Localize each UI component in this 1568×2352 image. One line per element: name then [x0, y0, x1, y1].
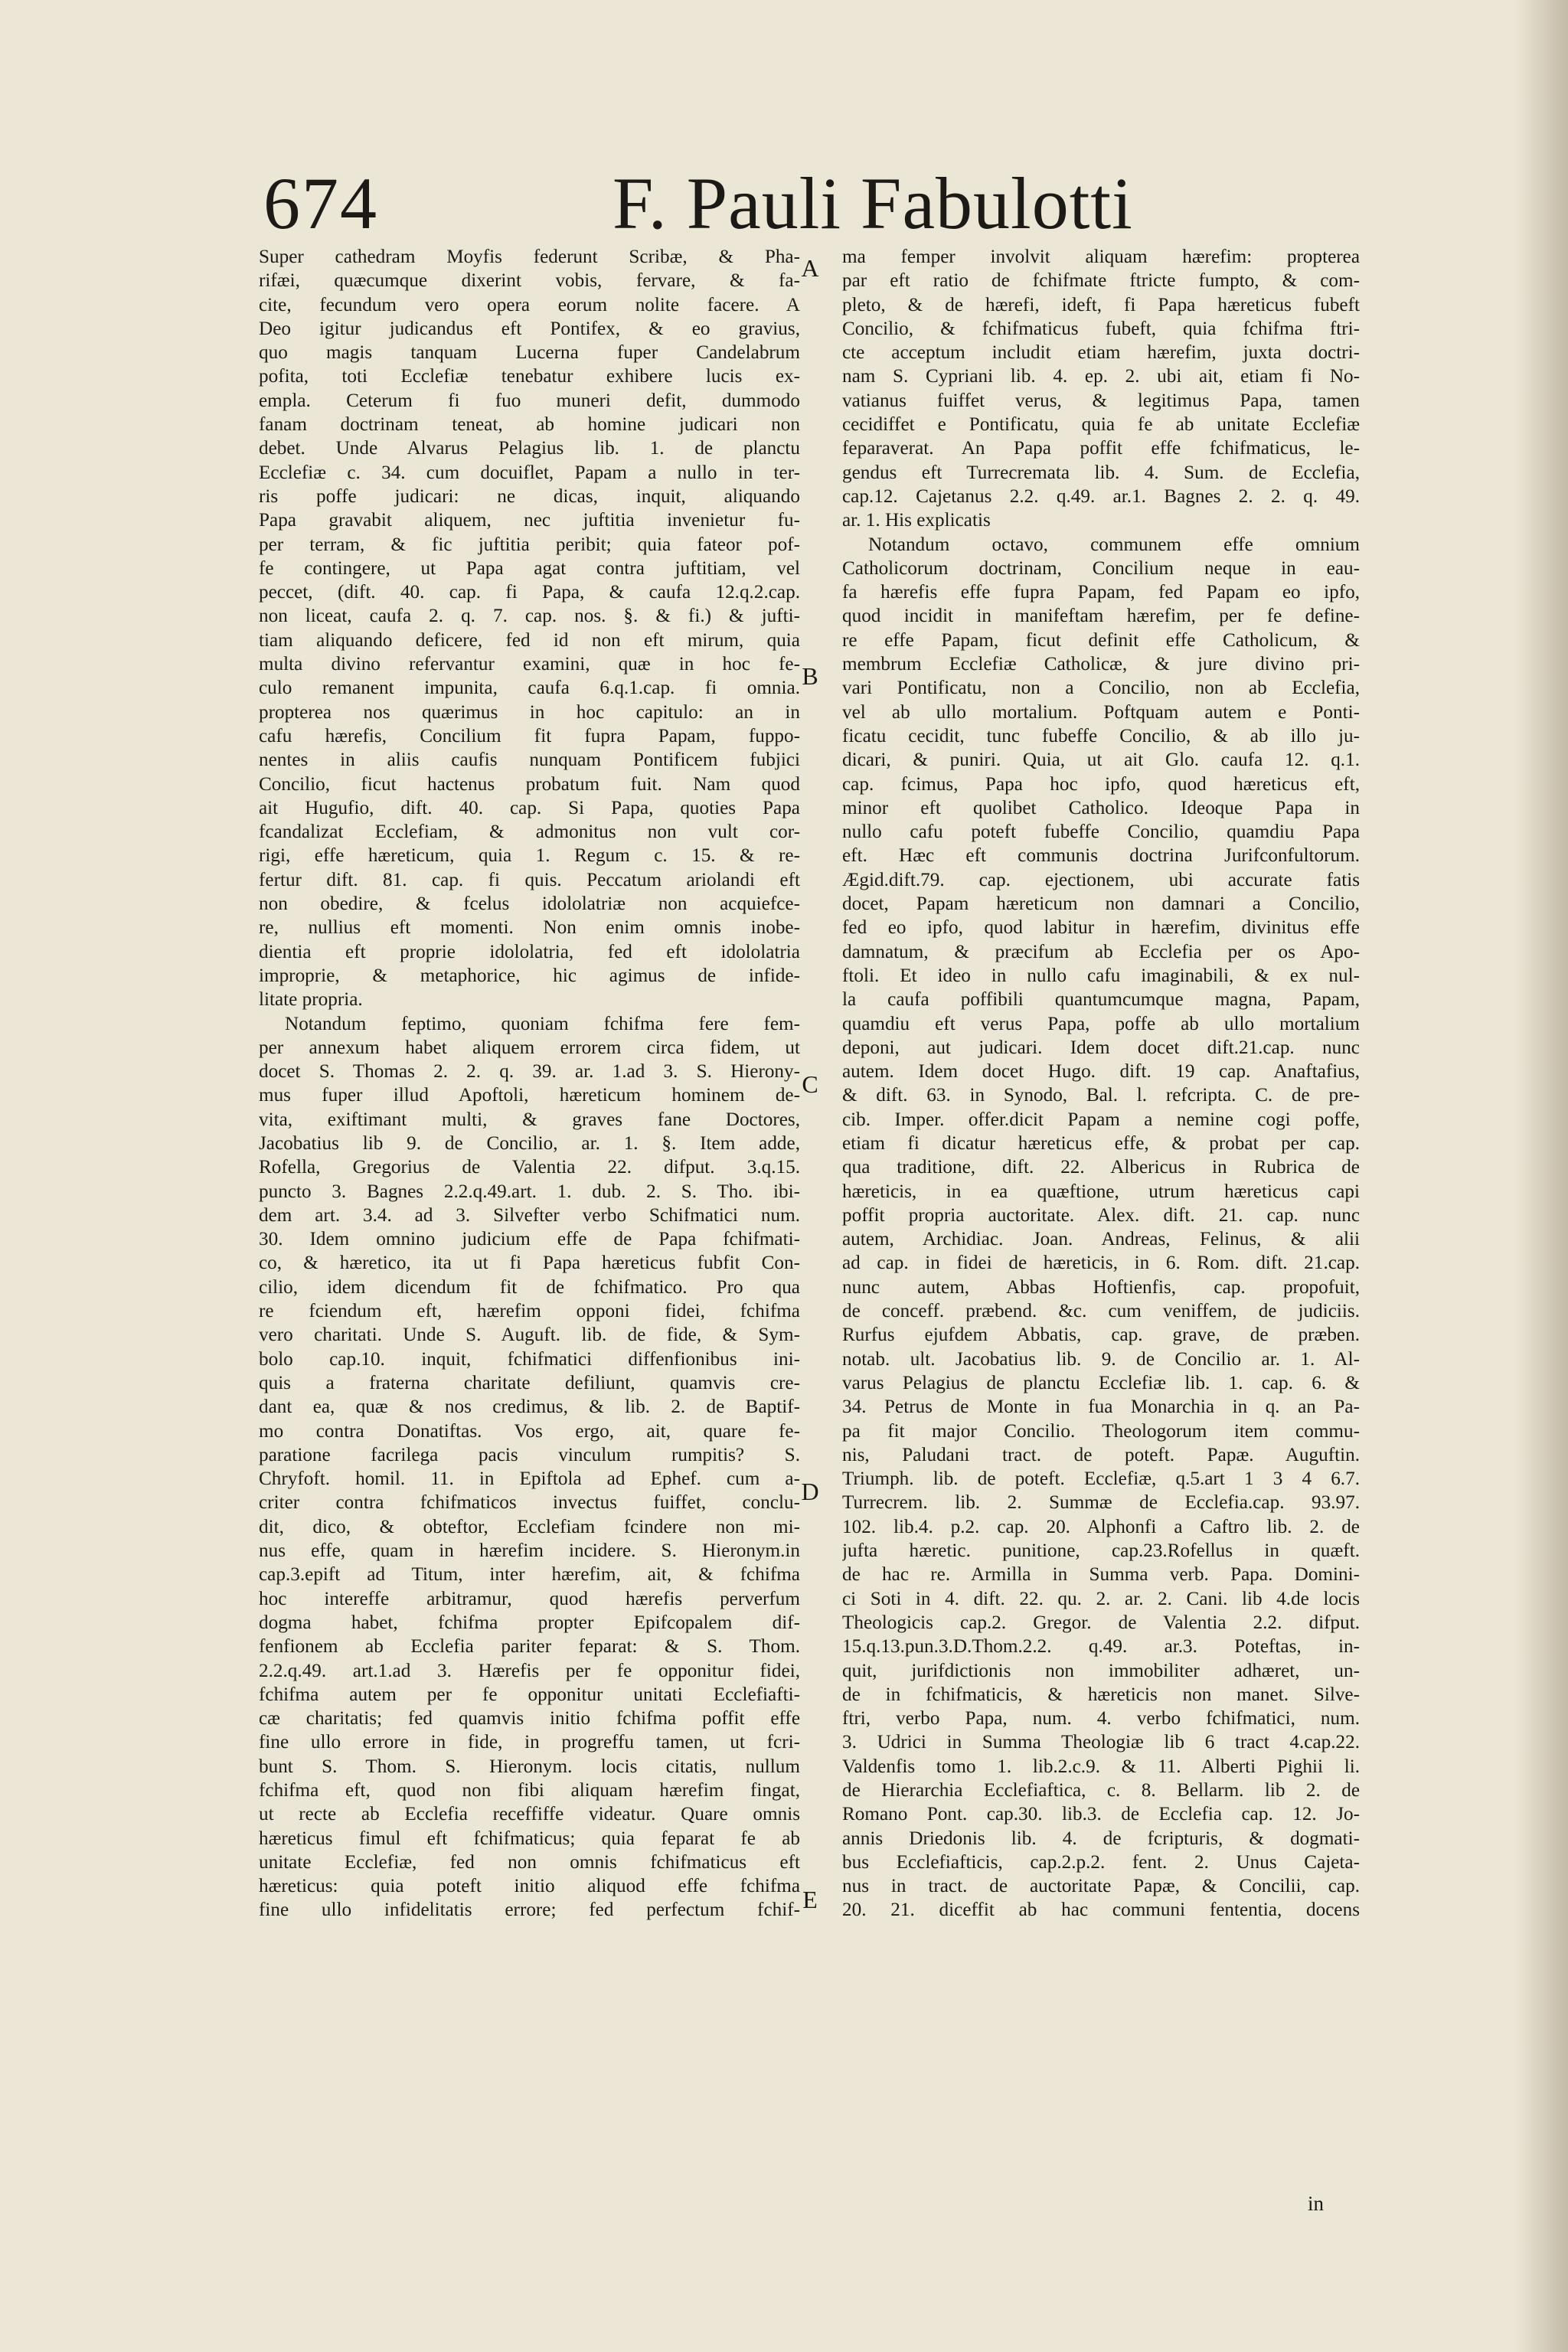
text-line: 15.q.13.pun.3.D.Thom.2.2. q.49. ar.3. Poteftas, in-	[842, 1636, 1360, 1658]
text-line: cap. fcimus, Papa hoc ipfo, quod hæreticus eft,	[842, 773, 1360, 795]
text-line: rigi, effe hæreticum, quia 1. Regum c. 15. & re-	[259, 845, 800, 867]
text-line: ma femper involvit aliquam hærefim: propterea	[842, 247, 1360, 267]
text-line: cap.12. Cajetanus 2.2. q.49. ar.1. Bagnes 2. 2. q. 49.	[842, 485, 1360, 507]
text-line: Papa gravabit aliquem, nec juftitia invenietur fu-	[259, 510, 800, 531]
text-line: qua traditione, dift. 22. Albericus in Rubrica de	[842, 1157, 1360, 1178]
text-line: paratione facrilega pacis vinculum rumpitis? S.	[259, 1444, 800, 1465]
text-line: hæreticus: quia poteft initio aliquod effe fchifma	[259, 1876, 800, 1897]
running-title: F. Pauli Fabulotti	[612, 162, 1133, 244]
text-line: quit, jurifdictionis non immobiliter adhæret, un-	[842, 1660, 1360, 1681]
text-line: docet, Papam hæreticum non damnari a Concilio,	[842, 893, 1360, 915]
text-line: cafu hærefis, Concilium fit fupra Papam, fuppo-	[259, 725, 800, 746]
text-line: non liceat, caufa 2. q. 7. cap. nos. §. & fi.) & jufti-	[259, 606, 800, 627]
text-line: mo contra Donatiftas. Vos ergo, ait, quare fe-	[259, 1420, 800, 1442]
text-line: bunt S. Thom. S. Hieronym. locis citatis, nullum	[259, 1756, 800, 1777]
text-line: par eft ratio de fchifmate ftricte fumpto, & com-	[842, 270, 1360, 292]
margin-marker-e: E	[802, 1886, 818, 1913]
text-line: nus in tract. de auctoritate Papæ, & Concilii, cap.	[842, 1876, 1360, 1897]
text-line: 2.2.q.49. art.1.ad 3. Hærefis per fe opponitur fidei,	[259, 1660, 800, 1681]
text-line: pleto, & de hærefi, ideft, fi Papa hæreticus fubeft	[842, 294, 1360, 315]
text-line: fenfionem ab Ecclefia pariter feparat: & S. Thom.	[259, 1636, 800, 1658]
text-line: de hac re. Armilla in Summa verb. Papa. Domini-	[842, 1564, 1360, 1586]
text-line: pa fit major Concilio. Theologorum item commu-	[842, 1420, 1360, 1442]
text-line: propterea nos quærimus in hoc capitulo: an in	[259, 701, 800, 723]
text-line: vel ab ullo mortalium. Poftquam autem e Ponti-	[842, 701, 1360, 723]
text-line: ftri, verbo Papa, num. 4. verbo fchifmatici, num.	[842, 1708, 1360, 1730]
text-line: Super cathedram Moyfis federunt Scribæ, & Pha-	[259, 247, 800, 267]
catchword: in	[1308, 2192, 1325, 2215]
margin-marker-b: B	[802, 662, 818, 690]
text-line: quod incidit in manifeftam hærefim, per fe define-	[842, 606, 1360, 627]
text-line: ficatu cecidit, tunc fubeffe Concilio, & ab illo ju-	[842, 725, 1360, 746]
text-line: peccet, (dift. 40. cap. fi Papa, & caufa 12.q.2.cap.	[259, 582, 800, 603]
margin-marker-c: C	[802, 1070, 818, 1098]
text-line: fchifma eft, quod non fibi aliquam hærefim fingat,	[259, 1780, 800, 1801]
text-line: cecidiffet e Pontificatu, quia fe ab unitate Ecclefiæ	[842, 414, 1360, 436]
text-line: de Hierarchia Ecclefiaftica, c. 8. Bellarm. lib 2. de	[842, 1780, 1360, 1801]
text-column-right	[842, 245, 1360, 1922]
text-line: Catholicorum doctrinam, Concilium neque in eau-	[842, 557, 1360, 579]
text-line: damnatum, & præcifum ab Ecclefia per os Apo-	[842, 941, 1360, 962]
text-line: Concilio, ficut hactenus probatum fuit. Nam quod	[259, 773, 800, 795]
text-line: hæreticus fimul eft fchifmaticus; quia feparat fe ab	[259, 1828, 800, 1849]
text-line: re effe Papam, ficut definit effe Catholicum, &	[842, 629, 1360, 651]
text-line: poffit propria auctoritate. Alex. dift. 21. cap. nunc	[842, 1204, 1360, 1226]
text-line: Turrecrem. lib. 2. Summæ de Ecclefia.cap. 93.97.	[842, 1492, 1360, 1514]
text-line: docet S. Thomas 2. 2. q. 39. ar. 1.ad 3. S. Hierony-	[259, 1061, 800, 1083]
text-line: nam S. Cypriani lib. 4. ep. 2. ubi ait, etiam fi No-	[842, 366, 1360, 387]
text-line: 20. 21. diceffit ab hac communi fententia, docens	[842, 1900, 1360, 1921]
text-line: dant ea, quæ & nos credimus, & lib. 2. de Baptif-	[259, 1396, 800, 1418]
text-line: cib. Imper. offer.dicit Papam a nemine cogi poffe,	[842, 1109, 1360, 1130]
text-line: hoc intereffe arbitramur, quod hærefis perverfum	[259, 1588, 800, 1609]
text-line: Chryfoft. homil. 11. in Epiftola ad Ephef. cum a-	[259, 1468, 800, 1490]
text-line: puncto 3. Bagnes 2.2.q.49.art. 1. dub. 2. S. Tho. ibi-	[259, 1181, 800, 1202]
text-line: ftoli. Et ideo in nullo cafu imaginabili, & ex nul-	[842, 965, 1360, 986]
text-line: cite, fecundum vero opera eorum nolite facere. A	[259, 294, 800, 315]
text-line: cap.3.epift ad Titum, inter hærefim, ait, & fchifma	[259, 1564, 800, 1586]
text-line: & dift. 63. in Synodo, Bal. l. refcripta. C. de pre-	[842, 1085, 1360, 1106]
text-line: mus fuper illud Apoftoli, hæreticum hominem de-	[259, 1085, 800, 1106]
text-line: ad cap. in fidei de hæreticis, in 6. Rom. dift. 21.cap.	[842, 1253, 1360, 1274]
text-line: tiam aliquando deficere, fed id non eft mirum, quia	[259, 629, 800, 651]
page-number: 674	[263, 162, 378, 244]
text-line: 3. Udrici in Summa Theologiæ lib 6 tract 4.cap.22.	[842, 1732, 1360, 1753]
text-line: jufta hæretic. punitione, cap.23.Rofellus in quæft.	[842, 1540, 1360, 1562]
text-line: dem art. 3.4. ad 3. Silvefter verbo Schifmatici num.	[259, 1204, 800, 1226]
text-line: annis Driedonis lib. 4. de fcripturis, & dogmati-	[842, 1828, 1360, 1849]
text-line: fine ullo infidelitatis errore; fed perfectum fchif-	[259, 1900, 800, 1921]
text-line: ait Hugufio, dift. 40. cap. Si Papa, quoties Papa	[259, 797, 800, 818]
text-line: fa hærefis effe fupra Papam, fed Papam eo ipfo,	[842, 582, 1360, 603]
text-line: autem. Idem docet Hugo. dift. 19 cap. Anaftafius,	[842, 1061, 1360, 1083]
text-line: dit, dico, & obteftor, Ecclefiam fcindere non mi-	[259, 1516, 800, 1537]
text-line: Valdenfis tomo 1. lib.2.c.9. & 11. Alberti Pighii li.	[842, 1756, 1360, 1777]
text-line: quis a fraterna charitate defiliunt, quamvis cre-	[259, 1372, 800, 1393]
text-line: Rofella, Gregorius de Valentia 22. difput. 3.q.15.	[259, 1157, 800, 1178]
text-line: litate propria.	[259, 989, 363, 1011]
text-line: nunc autem, Abbas Hoftienfis, cap. propofuit,	[842, 1276, 1360, 1298]
text-line: fchifma autem per fe opponitur unitati Ecclefiafti-	[259, 1684, 800, 1705]
text-line: Notandum feptimo, quoniam fchifma fere fem-	[285, 1013, 800, 1034]
text-line: pofita, toti Ecclefiæ tenebatur exhibere lucis ex-	[259, 366, 800, 387]
margin-marker-d: D	[801, 1478, 819, 1505]
text-line: non obedire, & fcelus idololatriæ non acquiefce-	[259, 893, 800, 915]
text-line: ris poffe judicari: ne dicas, inquit, aliquando	[259, 485, 800, 507]
margin-marker-a: A	[801, 254, 819, 282]
text-line: fanam doctrinam teneat, ab homine judicari non	[259, 414, 800, 436]
text-line: Deo igitur judicandus eft Pontifex, & eo gravius,	[259, 318, 800, 339]
text-line: fed eo ipfo, quod labitur in hærefim, divinitus effe	[842, 917, 1360, 939]
text-line: nus effe, quam in hærefim incidere. S. Hieronym.in	[259, 1540, 800, 1562]
text-line: per annexum habet aliquem errorem circa fidem, ut	[259, 1037, 800, 1058]
text-line: membrum Ecclefiæ Catholicæ, & jure divino pri-	[842, 654, 1360, 675]
text-line: bolo cap.10. inquit, fchifmatici diffenfionibus ini-	[259, 1348, 800, 1370]
text-line: multa divino refervantur examini, quæ in hoc fe-	[259, 654, 800, 675]
text-line: 34. Petrus de Monte in fua Monarchia in q. an Pa-	[842, 1396, 1360, 1418]
text-line: minor eft quolibet Catholico. Ideoque Papa in	[842, 797, 1360, 818]
text-line: de in fchifmaticis, & hæreticis non manet. Silve-	[842, 1684, 1360, 1705]
text-line: cilio, idem dicendum fit de fchifmatico. Pro qua	[259, 1276, 800, 1298]
text-line: fine ullo errore in fide, in progreffu tamen, ut fcri-	[259, 1732, 800, 1753]
text-line: criter contra fchifmaticos invectus fuiffet, conclu-	[259, 1492, 800, 1514]
text-line: nis, Paludani tract. de poteft. Papæ. Auguftin.	[842, 1444, 1360, 1465]
page-gutter-shadow	[1514, 0, 1568, 2352]
text-line: 30. Idem omnino judicium effe de Papa fchifmati-	[259, 1229, 800, 1250]
text-line: vatianus fuiffet verus, & legitimus Papa, tamen	[842, 390, 1360, 411]
text-line: cte acceptum includit etiam hærefim, juxta doctri-	[842, 342, 1360, 364]
text-line: gendus eft Turrecremata lib. 4. Sum. de Ecclefia,	[842, 462, 1360, 483]
text-line: nentes in aliis caufis nunquam Pontificem fubjici	[259, 750, 800, 771]
text-line: dogma habet, fchifma propter Epifcopalem dif-	[259, 1612, 800, 1633]
text-line: de conceff. præbend. &c. cum veniffem, de judiciis.	[842, 1301, 1360, 1322]
text-line: hæreticis, in ea quæftione, utrum hæreticus capi	[842, 1181, 1360, 1202]
text-line: per terram, & fic juftitia peribit; quia fateor pof-	[259, 534, 800, 555]
text-line: re fciendum eft, hærefim opponi fidei, fchifma	[259, 1301, 800, 1322]
text-line: Ecclefiæ c. 34. cum docuiflet, Papam a nullo in ter-	[259, 462, 800, 483]
text-line: ar. 1. His explicatis	[842, 510, 991, 531]
text-line: unitate Ecclefiæ, fed non omnis fchifmaticus eft	[259, 1851, 800, 1873]
text-line: la caufa poffibili quantumcumque magna, Papam,	[842, 989, 1360, 1011]
text-line: re, nullius eft momenti. Non enim omnis inobe-	[259, 917, 800, 939]
text-line: deponi, aut judicari. Idem docet dift.21.cap. nunc	[842, 1037, 1360, 1058]
text-line: ut recte ab Ecclefia receffiffe videatur. Quare omnis	[259, 1804, 800, 1825]
text-line: fertur dift. 81. cap. fi quis. Peccatum ariolandi eft	[259, 869, 800, 890]
text-line: Notandum octavo, communem effe omnium	[868, 534, 1360, 555]
text-line: nullo cafu poteft fubeffe Concilio, quamdiu Papa	[842, 822, 1360, 843]
text-line: quo magis tanquam Lucerna fuper Candelabrum	[259, 342, 800, 364]
text-column-left	[259, 245, 800, 1922]
text-line: empla. Ceterum fi fuo muneri defit, dummodo	[259, 390, 800, 411]
text-line: vita, exiftimant multi, & graves fane Doctores,	[259, 1109, 800, 1130]
text-line: vari Pontificatu, non a Concilio, non ab Ecclefia,	[842, 678, 1360, 699]
text-line: quamdiu eft verus Papa, poffe ab ullo mortalium	[842, 1013, 1360, 1034]
text-line: autem, Archidiac. Joan. Andreas, Felinus, & alii	[842, 1229, 1360, 1250]
text-line: Concilio, & fchifmaticus fubeft, quia fchifma ftri-	[842, 318, 1360, 339]
text-line: culo remanent impunita, caufa 6.q.1.cap. fi omnia.	[259, 678, 800, 699]
text-line: fe contingere, ut Papa agat contra juftitiam, vel	[259, 557, 800, 579]
text-line: varus Pelagius de planctu Ecclefiæ lib. 1. cap. 6. &	[842, 1372, 1360, 1393]
text-line: fcandalizat Ecclefiam, & admonitus non vult cor-	[259, 822, 800, 843]
text-line: dicari, & puniri. Quia, ut ait Glo. caufa 12. q.1.	[842, 750, 1360, 771]
text-line: 102. lib.4. p.2. cap. 20. Alphonfi a Caftro lib. 2. de	[842, 1516, 1360, 1537]
text-line: etiam fi dicatur hæreticus effe, & probat per cap.	[842, 1132, 1360, 1154]
text-line: improprie, & metaphorice, hic agimus de infide-	[259, 965, 800, 986]
text-line: Ægid.dift.79. cap. ejectionem, ubi accurate fatis	[842, 869, 1360, 890]
text-line: Jacobatius lib 9. de Concilio, ar. 1. §. Item adde,	[259, 1132, 800, 1154]
text-line: Rurfus ejufdem Abbatis, cap. grave, de præben.	[842, 1325, 1360, 1346]
text-line: eft. Hæc eft communis doctrina Jurifconfultorum.	[842, 845, 1360, 867]
text-line: debet. Unde Alvarus Pelagius lib. 1. de planctu	[259, 438, 800, 459]
text-line: ci Soti in 4. dift. 22. qu. 2. ar. 2. Cani. lib 4.de locis	[842, 1588, 1360, 1609]
text-line: vero charitati. Unde S. Auguft. lib. de fide, & Sym-	[259, 1325, 800, 1346]
text-line: Theologicis cap.2. Gregor. de Valentia 2.2. difput.	[842, 1612, 1360, 1633]
text-line: Romano Pont. cap.30. lib.3. de Ecclefia cap. 12. Jo-	[842, 1804, 1360, 1825]
text-line: notab. ult. Jacobatius lib. 9. de Concilio ar. 1. Al-	[842, 1348, 1360, 1370]
text-line: cæ charitatis; fed quamvis initio fchifma poffit effe	[259, 1708, 800, 1730]
text-line: dientia eft proprie idololatria, fed eft idololatria	[259, 941, 800, 962]
text-line: feparaverat. An Papa poffit effe fchifmaticus, le-	[842, 438, 1360, 459]
text-line: Triumph. lib. de poteft. Ecclefiæ, q.5.art 1 3 4 6.7.	[842, 1468, 1360, 1490]
text-line: co, & hæretico, ita ut fi Papa hæreticus fubfit Con-	[259, 1253, 800, 1274]
text-line: bus Ecclefiafticis, cap.2.p.2. fent. 2. Unus Cajeta-	[842, 1851, 1360, 1873]
text-line: rifæi, quæcumque dixerint vobis, fervare, & fa-	[259, 270, 800, 292]
